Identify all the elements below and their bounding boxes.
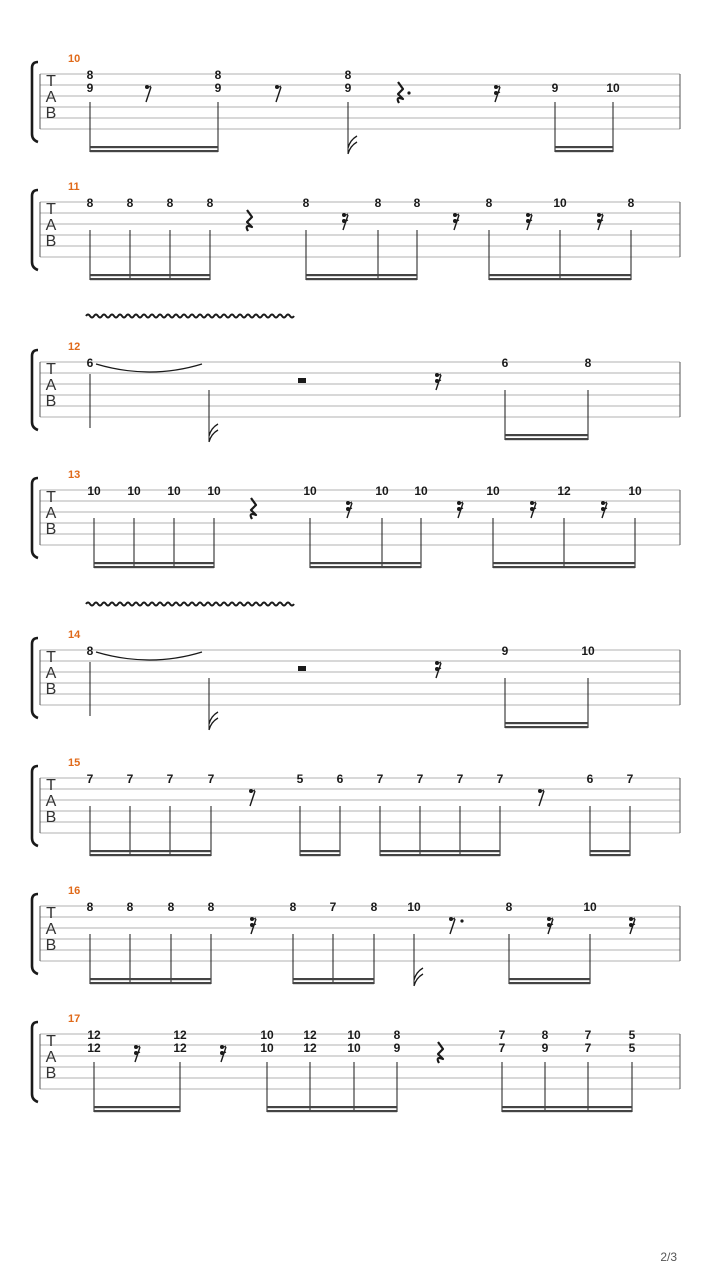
- rest-dot: [407, 91, 410, 94]
- tab-clef-letter: A: [45, 665, 57, 682]
- tab-clef-letter: A: [45, 217, 57, 234]
- tab-clef-letter: B: [45, 521, 57, 538]
- fret-number: 8: [214, 68, 222, 82]
- system-brace: [32, 478, 38, 558]
- beam: [300, 854, 340, 856]
- system-16: [32, 885, 680, 986]
- fret-number: 10: [127, 484, 141, 498]
- beam: [90, 982, 211, 984]
- beam: [306, 278, 417, 280]
- fret-number: 12: [87, 1028, 101, 1042]
- fret-number: 12: [87, 1041, 101, 1055]
- rest-stem: [146, 87, 151, 102]
- fret-number: 7: [376, 772, 384, 786]
- fret-number: 6: [586, 772, 594, 786]
- tie-arc: [96, 364, 202, 372]
- tab-clef-letter: T: [46, 649, 56, 666]
- fret-number: 5: [296, 772, 304, 786]
- fret-number: 9: [541, 1041, 549, 1055]
- fret-number: 8: [206, 196, 214, 210]
- fret-number: 8: [167, 900, 175, 914]
- beam: [505, 434, 588, 436]
- tab-clef-letter: B: [45, 393, 57, 410]
- tab-clef-letter: B: [45, 937, 57, 954]
- fret-number: 7: [498, 1028, 506, 1042]
- tab-clef-letter: B: [45, 809, 57, 826]
- fret-number: 8: [413, 196, 421, 210]
- measure-number: 11: [68, 181, 80, 193]
- fret-number: 12: [303, 1028, 317, 1042]
- tab-clef-letter: B: [45, 681, 57, 698]
- fret-number: 8: [289, 900, 297, 914]
- fret-number: 7: [496, 772, 504, 786]
- tab-clef-letter: T: [46, 73, 56, 90]
- rest-dot: [460, 919, 463, 922]
- fret-number: 10: [207, 484, 221, 498]
- fret-number: 10: [260, 1028, 274, 1042]
- beam: [267, 1106, 397, 1108]
- system-14: [32, 603, 680, 731]
- beam: [505, 722, 588, 724]
- fret-number: 8: [207, 900, 215, 914]
- fret-number: 9: [86, 81, 94, 95]
- rest-stem: [450, 919, 455, 934]
- beam: [555, 150, 613, 152]
- beam: [380, 850, 500, 852]
- fret-number: 5: [628, 1028, 636, 1042]
- tab-clef-letter: T: [46, 905, 56, 922]
- fret-number: 8: [86, 196, 94, 210]
- system-15: [32, 757, 680, 856]
- half-rest-glyph: [298, 666, 306, 671]
- measure-number: 15: [68, 757, 81, 769]
- beam: [90, 274, 210, 276]
- measure-number: 16: [68, 885, 81, 897]
- fret-number: 7: [416, 772, 424, 786]
- tie-arc: [96, 652, 202, 660]
- fret-number: 7: [86, 772, 94, 786]
- beam: [94, 562, 214, 564]
- rest-stem: [250, 791, 255, 806]
- beam: [493, 566, 635, 568]
- tab-clef-letter: A: [45, 921, 57, 938]
- fret-number: 10: [606, 81, 620, 95]
- fret-number: 7: [329, 900, 337, 914]
- fret-number: 8: [126, 196, 134, 210]
- fret-number: 8: [485, 196, 493, 210]
- system-12: [32, 315, 680, 443]
- tab-clef-letter: A: [45, 505, 57, 522]
- beam: [300, 850, 340, 852]
- page-number: 2/3: [660, 1250, 677, 1264]
- tab-clef-letter: B: [45, 1065, 57, 1082]
- beam: [94, 1110, 180, 1112]
- beam: [489, 278, 631, 280]
- fret-number: 10: [375, 484, 389, 498]
- fret-number: 10: [407, 900, 421, 914]
- tab-clef-letter: A: [45, 89, 57, 106]
- system-brace: [32, 638, 38, 718]
- beam: [310, 562, 421, 564]
- beam: [94, 1106, 180, 1108]
- system-17: [32, 1013, 680, 1112]
- fret-number: 8: [370, 900, 378, 914]
- rest-stem: [276, 87, 281, 102]
- fret-number: 12: [557, 484, 571, 498]
- fret-number: 8: [374, 196, 382, 210]
- fret-number: 12: [173, 1028, 187, 1042]
- fret-number: 7: [584, 1028, 592, 1042]
- beam: [590, 850, 630, 852]
- beam: [94, 566, 214, 568]
- beam: [493, 562, 635, 564]
- fret-number: 8: [627, 196, 635, 210]
- beam: [505, 726, 588, 728]
- fret-number: 7: [207, 772, 215, 786]
- beam: [90, 850, 211, 852]
- system-brace: [32, 894, 38, 974]
- vibrato-line: [86, 603, 294, 606]
- beam: [310, 566, 421, 568]
- fret-number: 8: [166, 196, 174, 210]
- system-13: [32, 469, 680, 568]
- fret-number: 10: [303, 484, 317, 498]
- system-10: [32, 53, 680, 154]
- fret-number: 8: [393, 1028, 401, 1042]
- fret-number: 10: [347, 1028, 361, 1042]
- measure-number: 17: [68, 1013, 81, 1025]
- vibrato-line: [86, 315, 294, 318]
- measure-number: 12: [68, 341, 81, 353]
- tab-clef-letter: T: [46, 489, 56, 506]
- system-brace: [32, 766, 38, 846]
- fret-number: 7: [584, 1041, 592, 1055]
- tab-clef-letter: B: [45, 105, 57, 122]
- system-11: [32, 181, 680, 280]
- fret-number: 5: [628, 1041, 636, 1055]
- fret-number: 8: [344, 68, 352, 82]
- beam: [509, 982, 590, 984]
- fret-number: 6: [501, 356, 509, 370]
- fret-number: 10: [581, 644, 595, 658]
- beam: [90, 854, 211, 856]
- fret-number: 10: [260, 1041, 274, 1055]
- fret-number: 10: [347, 1041, 361, 1055]
- beam: [489, 274, 631, 276]
- fret-number: 7: [626, 772, 634, 786]
- fret-number: 9: [344, 81, 352, 95]
- fret-number: 12: [303, 1041, 317, 1055]
- beam: [90, 278, 210, 280]
- beam: [90, 150, 218, 152]
- tab-clef-letter: T: [46, 1033, 56, 1050]
- beam: [380, 854, 500, 856]
- tab-clef-letter: B: [45, 233, 57, 250]
- fret-number: 10: [553, 196, 567, 210]
- fret-number: 10: [87, 484, 101, 498]
- fret-number: 6: [86, 356, 94, 370]
- rest-stem: [539, 791, 544, 806]
- system-brace: [32, 190, 38, 270]
- beam: [293, 982, 374, 984]
- fret-number: 9: [393, 1041, 401, 1055]
- fret-number: 12: [173, 1041, 187, 1055]
- fret-number: 7: [498, 1041, 506, 1055]
- fret-number: 9: [501, 644, 509, 658]
- fret-number: 8: [86, 900, 94, 914]
- system-brace: [32, 1022, 38, 1102]
- fret-number: 10: [486, 484, 500, 498]
- beam: [90, 146, 218, 148]
- fret-number: 6: [336, 772, 344, 786]
- fret-number: 8: [505, 900, 513, 914]
- tab-clef-letter: A: [45, 1049, 57, 1066]
- fret-number: 10: [628, 484, 642, 498]
- tab-clef-letter: T: [46, 777, 56, 794]
- fret-number: 8: [86, 68, 94, 82]
- measure-number: 13: [68, 469, 81, 481]
- tab-clef-letter: T: [46, 361, 56, 378]
- system-brace: [32, 350, 38, 430]
- fret-number: 7: [166, 772, 174, 786]
- fret-number: 8: [126, 900, 134, 914]
- beam: [502, 1106, 632, 1108]
- fret-number: 7: [126, 772, 134, 786]
- fret-number: 7: [456, 772, 464, 786]
- measure-number: 10: [68, 53, 81, 65]
- tab-clef-letter: A: [45, 793, 57, 810]
- fret-number: 8: [584, 356, 592, 370]
- beam: [267, 1110, 397, 1112]
- beam: [502, 1110, 632, 1112]
- beam: [555, 146, 613, 148]
- beam: [293, 978, 374, 980]
- beam: [306, 274, 417, 276]
- beam: [505, 438, 588, 440]
- fret-number: 10: [583, 900, 597, 914]
- fret-number: 9: [551, 81, 559, 95]
- fret-number: 8: [541, 1028, 549, 1042]
- fret-number: 8: [86, 644, 94, 658]
- fret-number: 9: [214, 81, 222, 95]
- beam: [90, 978, 211, 980]
- tab-clef-letter: A: [45, 377, 57, 394]
- fret-number: 10: [167, 484, 181, 498]
- beam: [509, 978, 590, 980]
- system-brace: [32, 62, 38, 142]
- half-rest-glyph: [298, 378, 306, 383]
- beam: [590, 854, 630, 856]
- measure-number: 14: [68, 629, 81, 641]
- tab-clef-letter: T: [46, 201, 56, 218]
- fret-number: 8: [302, 196, 310, 210]
- fret-number: 10: [414, 484, 428, 498]
